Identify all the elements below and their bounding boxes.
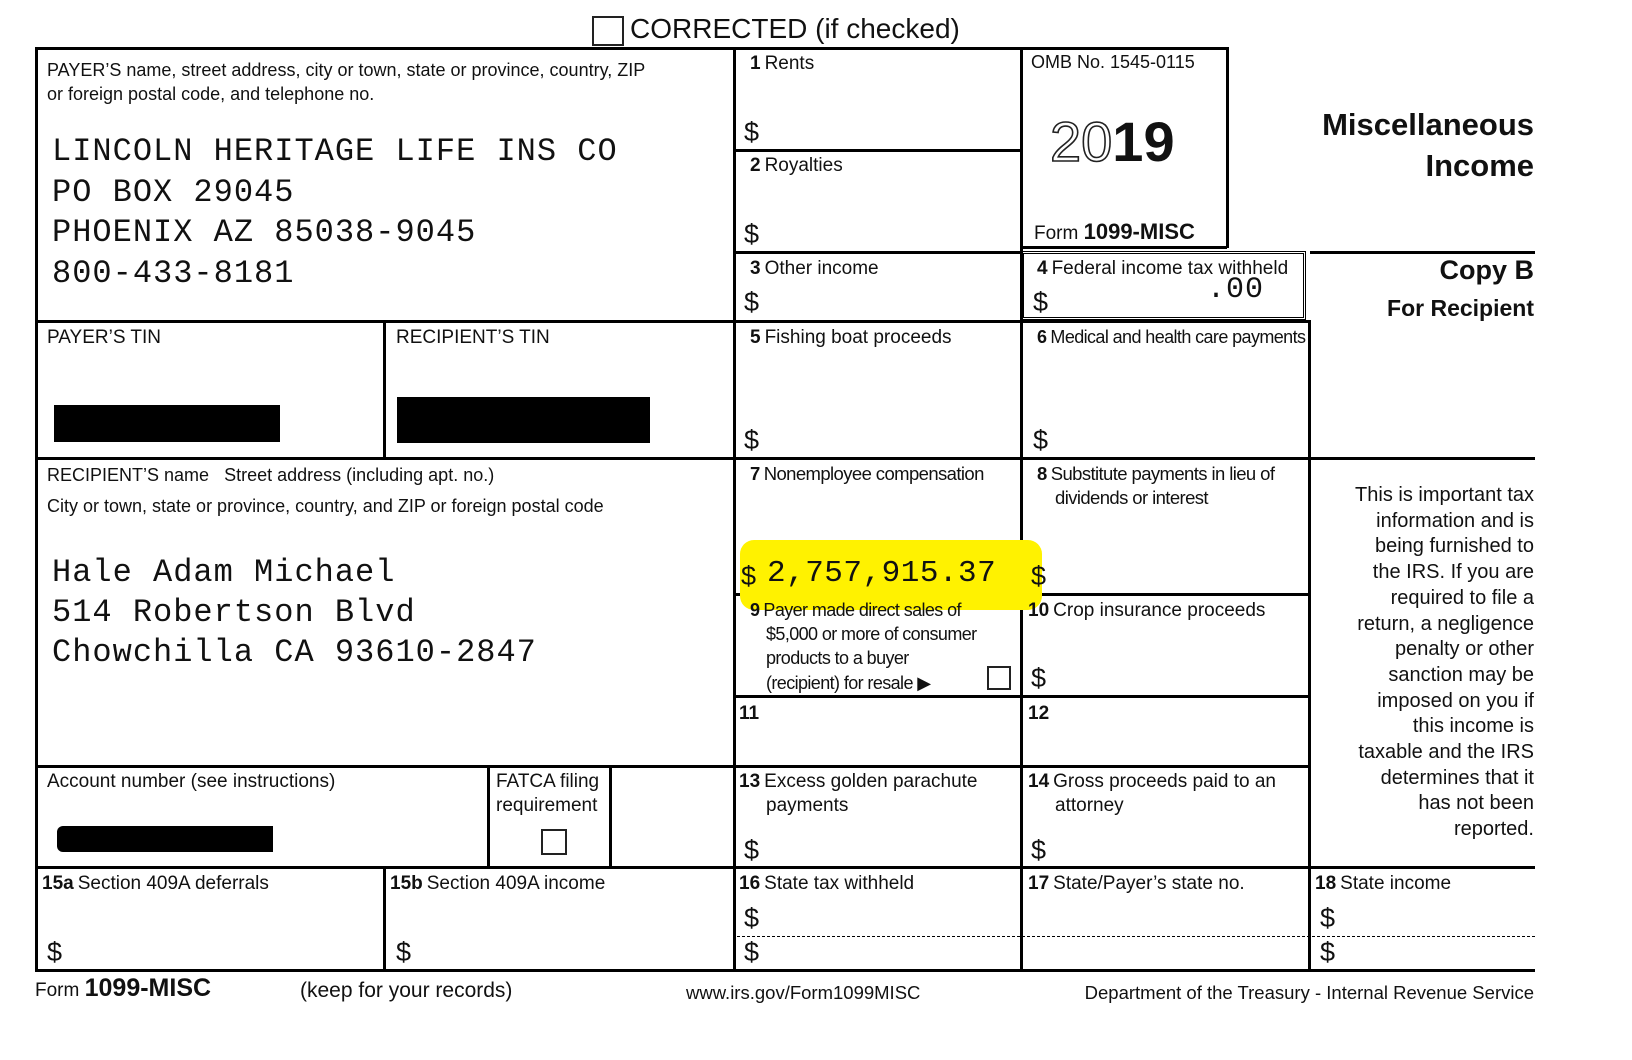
form-label-top xyxy=(1034,219,1195,247)
recipient-city-label: City or town, state or province, country, and ZIP or foreign postal code xyxy=(47,496,604,516)
payer-address: PO BOX 29045 xyxy=(52,174,295,211)
box8-label: 8 Substitute payments in lieu of xyxy=(1037,463,1275,484)
box14-label-line2: attorney xyxy=(1055,795,1124,816)
notice-line: sanction may be xyxy=(1388,663,1534,686)
recipient-name-label: RECIPIENT’S name Street address (including apt. no.) xyxy=(47,465,495,485)
corrected-label: CORRECTED (if checked) xyxy=(630,13,960,44)
payer-phone: 800-433-8181 xyxy=(52,255,295,292)
form-prefix: Form xyxy=(1034,223,1079,244)
box9-label-line2: $5,000 or more of consumer xyxy=(766,624,977,644)
box10-dollar: $ xyxy=(1031,663,1047,693)
omb-number: OMB No. 1545-0115 xyxy=(1031,52,1195,72)
box12-label: 12 xyxy=(1028,703,1050,724)
box3-dollar: $ xyxy=(744,287,760,317)
notice-line: being furnished to xyxy=(1374,535,1534,558)
footer-url[interactable]: www.irs.gov/Form1099MISC xyxy=(686,982,921,1003)
copy-label: Copy B xyxy=(1439,255,1534,285)
box6-dollar: $ xyxy=(1033,425,1049,455)
irs-notice xyxy=(1355,483,1534,843)
box17-label: 17 State/Payer’s state no. xyxy=(1028,873,1245,894)
footer-form-prefix: Form xyxy=(35,980,80,1001)
fatca-label-line2: requirement xyxy=(496,795,598,816)
notice-line: taxable and the IRS xyxy=(1358,741,1534,764)
payer-label: PAYER’S name, street address, city or town, state or province, country, ZIP xyxy=(47,60,646,80)
box15a-dollar: $ xyxy=(47,937,63,967)
box3-label: 3 Other income xyxy=(750,258,879,279)
notice-line: reported. xyxy=(1453,818,1534,841)
box1-dollar: $ xyxy=(744,117,760,147)
recipient-street: 514 Robertson Blvd xyxy=(52,594,416,631)
box15b-dollar: $ xyxy=(396,937,412,967)
footer-keep: (keep for your records) xyxy=(300,979,513,1002)
notice-line: penalty or other xyxy=(1395,638,1534,661)
box9-label-line4: (recipient) for resale ▶ xyxy=(766,673,931,693)
box11-label: 11 xyxy=(739,703,760,724)
box15b-label: 15b Section 409A income xyxy=(390,873,606,894)
recipient-city: Chowchilla CA 93610-2847 xyxy=(52,634,537,671)
box18-dollar-2: $ xyxy=(1320,937,1336,967)
box9-checkbox[interactable] xyxy=(987,666,1011,690)
box14-label: 14 Gross proceeds paid to an xyxy=(1028,771,1276,792)
notice-line: determines that it xyxy=(1380,766,1534,789)
title-line2: Income xyxy=(1425,148,1534,183)
for-recipient: For Recipient xyxy=(1387,295,1534,321)
box16-dollar-1: $ xyxy=(744,903,760,933)
notice-line: has not been xyxy=(1418,792,1534,815)
box8-label-line2: dividends or interest xyxy=(1055,487,1208,508)
payer-label-line2: or foreign postal code, and telephone no. xyxy=(47,84,375,104)
notice-line: imposed on you if xyxy=(1377,689,1534,712)
payer-tin-redaction xyxy=(54,405,280,442)
box13-dollar: $ xyxy=(744,835,760,865)
box9-label-line3: products to a buyer xyxy=(766,648,909,668)
box15a-label: 15a Section 409A deferrals xyxy=(42,873,269,894)
box18-label: 18 State income xyxy=(1315,873,1452,894)
notice-line: This is important tax xyxy=(1355,484,1534,506)
corrected-checkbox[interactable] xyxy=(592,16,624,46)
notice-line: information and is xyxy=(1376,509,1534,532)
recipient-tin-label: RECIPIENT’S TIN xyxy=(396,327,550,348)
notice-line: this income is xyxy=(1412,715,1534,738)
tax-year xyxy=(1050,110,1175,174)
box1-label: 1 Rents xyxy=(750,53,815,74)
payer-name: LINCOLN HERITAGE LIFE INS CO xyxy=(52,133,618,170)
box13-label: 13 Excess golden parachute xyxy=(739,771,978,792)
box4-label: 4 Federal income tax withheld xyxy=(1037,258,1289,279)
title-line1: Miscellaneous xyxy=(1322,107,1534,142)
box7-label: 7 Nonemployee compensation xyxy=(750,463,984,484)
year-bold: 19 xyxy=(1112,110,1175,173)
box8-dollar: $ xyxy=(1031,561,1047,591)
account-label: Account number (see instructions) xyxy=(47,771,336,792)
box2-dollar: $ xyxy=(744,219,760,249)
recipient-tin-redaction xyxy=(397,397,650,443)
form-name: 1099-MISC xyxy=(1083,219,1195,244)
footer-dept: Department of the Treasury - Internal Revenue Service xyxy=(1084,982,1534,1003)
box7-value: 2,757,915.37 xyxy=(767,556,997,591)
notice-line: the IRS. If you are xyxy=(1372,561,1534,584)
fatca-checkbox[interactable] xyxy=(541,829,567,855)
box18-dollar-1: $ xyxy=(1320,903,1336,933)
payer-tin-label: PAYER’S TIN xyxy=(47,327,162,348)
footer-form-label xyxy=(35,973,211,1006)
box4-dollar: $ xyxy=(1033,287,1049,317)
fatca-label: FATCA filing xyxy=(496,771,600,792)
notice-line: required to file a xyxy=(1390,586,1534,609)
box5-dollar: $ xyxy=(744,425,760,455)
recipient-name: Hale Adam Michael xyxy=(52,554,396,591)
year-light: 20 xyxy=(1050,110,1113,173)
box4-value: .00 xyxy=(1207,273,1265,307)
box5-label: 5 Fishing boat proceeds xyxy=(750,327,952,348)
payer-city: PHOENIX AZ 85038-9045 xyxy=(52,214,477,251)
box9-label: 9 Payer made direct sales of xyxy=(750,600,961,620)
notice-line: return, a negligence xyxy=(1357,612,1534,635)
account-redaction xyxy=(57,826,273,852)
box7-dollar: $ xyxy=(741,561,757,591)
box6-label: 6 Medical and health care payments xyxy=(1037,327,1306,347)
footer-form-name: 1099-MISC xyxy=(84,974,212,1002)
box10-label: 10 Crop insurance proceeds xyxy=(1028,600,1266,621)
box16-label: 16 State tax withheld xyxy=(739,873,915,894)
box16-dollar-2: $ xyxy=(744,937,760,967)
box14-dollar: $ xyxy=(1031,835,1047,865)
box13-label-line2: payments xyxy=(766,795,849,816)
box2-label: 2 Royalties xyxy=(750,155,843,176)
